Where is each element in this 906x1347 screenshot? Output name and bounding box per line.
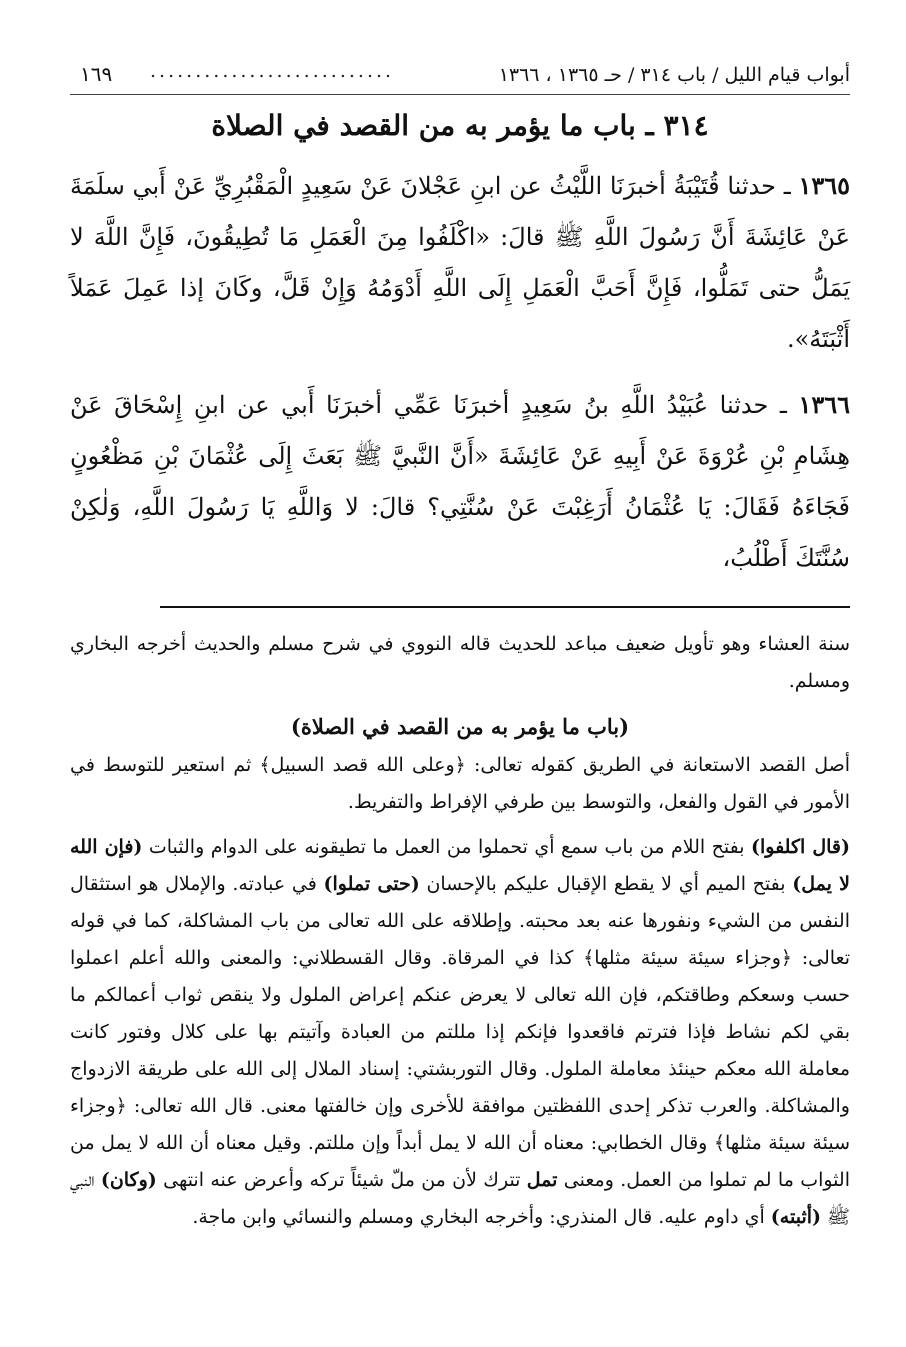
hadith-number: ١٣٦٥: [798, 171, 850, 200]
commentary-paragraph-2: [70, 829, 850, 1236]
commentary-text: أي داوم عليه. قال المنذري: وأخرجه البخاري ومسلم والنسائي وابن ماجة.: [192, 1206, 771, 1228]
quoted-phrase: (وكان): [100, 1169, 157, 1191]
commentary-text: بفتح الميم أي لا يقطع الإقبال عليكم بالإحسان: [419, 873, 793, 895]
quoted-phrase: (قال اكلفوا): [750, 836, 851, 858]
quoted-phrase: (فإن الله لا يمل): [70, 836, 851, 895]
book-page: [70, 60, 850, 1244]
commentary-text: بفتح اللام من باب سمع أي تحملوا من العمل ما تطيقونه على الدوام والثبات: [142, 836, 751, 858]
hadith-text: ـ حدثنا عُبَيْدُ اللَّهِ بنُ سَعِيدٍ أخبرَنَا عَمِّي أخبرَنَا أَبي عن ابنِ إِسْحَاقَ عَنْ هِشَامِ بْنِ عُرْوَةَ عَنْ أَبِيهِ عَنْ عَائِشَةَ «أَنَّ النَّبيَّ ﷺ بَعَثَ إِلَى عُثْمَانَ بْنِ مَظْعُونٍ فَجَاءَهُ فَقَالَ: يَا عُثْمَانُ أَرَغِبْتَ عَنْ سُنَّتِي؟ قالَ: لا وَاللَّهِ يَا رَسُولَ اللَّهِ، وَلٰكِنْ سُنَّتَكَ أَطْلُبُ،: [70, 391, 850, 572]
running-header: [70, 60, 850, 95]
quoted-phrase: (أثبته): [770, 1206, 821, 1228]
hadith-text: ـ حدثنا قُتَيْبَةُ أخبرَنَا اللَّيْثُ عن ابنِ عَجْلانَ عَنْ سَعِيدٍ الْمَقْبُرِيِّ عَنْ أَبي سلَمَةَ عَنْ عَائِشَةَ أَنَّ رَسُولَ اللَّهِ ﷺ قالَ: «اكْلَفُوا مِنَ الْعَمَلِ مَا تُطِيقُونَ، فَإِنَّ اللَّهَ لا يَمَلُّ حتى تَمَلُّوا، فَإِنَّ أَحَبَّ الْعَمَلِ إِلَى اللَّهِ أَدْوَمُهُ وَإِنْ قَلَّ، وكَانَ إذا عَمِلَ عَمَلاً أَثْبَتَهُ».: [70, 172, 850, 353]
commentary-intro: سنة العشاء وهو تأويل ضعيف مباعد للحديث قاله النووي في شرح مسلم والحديث أخرجه البخاري ومسلم.: [70, 633, 850, 692]
footnote-separator: [160, 606, 850, 608]
hadith-1365: [70, 160, 850, 365]
commentary-section-title: (باب ما يؤمر به من القصد في الصلاة): [290, 714, 630, 739]
quoted-phrase: (حتى تملوا): [323, 873, 420, 895]
commentary-text: في عبادته. والإملال هو استثقال النفس من الشيء ونفورها عنه بعد محبته. وإطلاقه على الله تعالى من باب المشاكلة، كما في قوله تعالى: ﴿وجزاء سيئة سيئة مثلها﴾ كذا في المرقاة. وقال القسطلاني: والمعنى والله أعلم اعملوا حسب وسعكم وطاقتكم، فإن الله تعالى لا يعرض عنكم إعراض الملول ولا ينقص ثواب أعمالكم ما بقي لكم نشاط فإذا فترتم فاقعدوا فإنكم إذا مللتم من العبادة وآتيتم بها على كلال وفتور كانت معاملة الله معكم حينئذ معاملة الملول. وقال التوربشتي: إسناد الملال إلى الله على طريقة الازدواج والمشاكلة. والعرب تذكر إحدى اللفظتين موافقة للأخرى وإن خالفتها معنى. قال الله تعالى: ﴿وجزاء سيئة سيئة مثلها﴾ وقال الخطابي: معناه أن الله لا يمل أبداً وإن مللتم. وقيل معناه أن الله لا يمل من الثواب ما لم تملوا من العمل. ومعنى: [70, 873, 850, 1191]
running-title: أبواب قيام الليل / باب ٣١٤ / حـ ١٣٦٥ ، ١٣٦٦: [498, 64, 850, 86]
hadith-1366: [70, 379, 850, 584]
chapter-title: ٣١٤ ـ باب ما يؤمر به من القصد في الصلاة: [211, 109, 709, 142]
commentary-text: النبي ﷺ: [70, 1169, 850, 1228]
hadith-number: ١٣٦٦: [798, 390, 850, 419]
quoted-phrase: تمل: [526, 1169, 558, 1191]
page-number: ١٦٩: [80, 62, 113, 86]
leader-dots: ...........................: [150, 60, 395, 82]
commentary-paragraph-1: أصل القصد الاستعانة في الطريق كقوله تعالى: ﴿وعلى الله قصد السبيل﴾ ثم استعير للتوسط في الأمور في القول والفعل، والتوسط بين طرفي الإفراط والتفريط.: [70, 754, 850, 813]
commentary-text: تترك لأن من ملّ شيئاً تركه وأعرض عنه انتهى: [156, 1169, 527, 1191]
